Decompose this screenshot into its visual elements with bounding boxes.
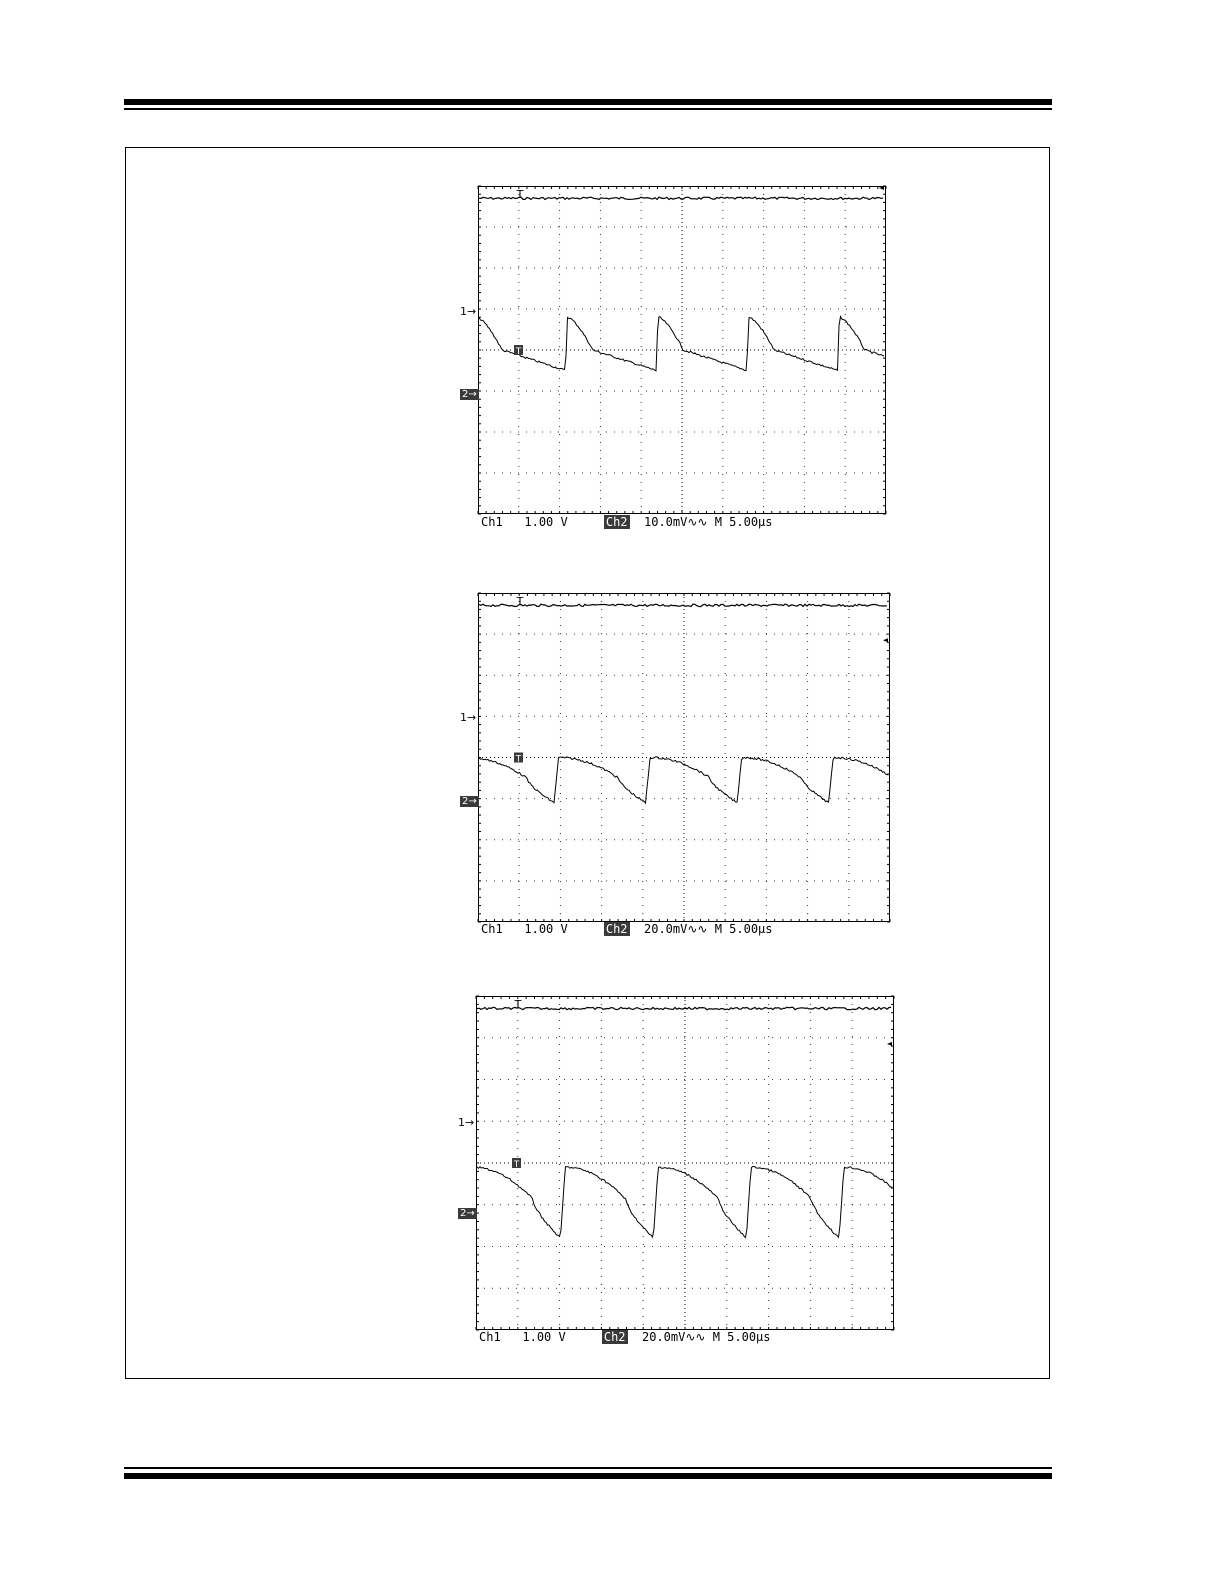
scope-plot-2 bbox=[478, 593, 890, 922]
readout-3 bbox=[479, 1330, 771, 1344]
scope-plot-3 bbox=[476, 996, 894, 1330]
ch1-scale-3: 1.00 V bbox=[522, 1330, 566, 1344]
scope-svg-2 bbox=[478, 593, 890, 922]
ch1-label-3: Ch1 bbox=[479, 1330, 501, 1344]
timebase-2: M 5.00µs bbox=[714, 922, 773, 936]
trigger-level-label: T bbox=[513, 1160, 520, 1170]
trigger-arrow-icon bbox=[883, 638, 888, 642]
trigger-level-label: T bbox=[515, 347, 522, 357]
ch1-marker-2: 1→ bbox=[460, 711, 477, 724]
ch1-trace bbox=[479, 197, 883, 199]
scope-plot-1 bbox=[478, 186, 886, 514]
footer-rule-thin bbox=[124, 1467, 1052, 1469]
ch2-scale-1: 10.0mV bbox=[644, 515, 688, 529]
ch2-marker-label-3: 2→ bbox=[460, 1208, 475, 1219]
scope-svg-1 bbox=[478, 186, 886, 514]
ch1-scale-1: 1.00 V bbox=[524, 515, 568, 529]
trigger-level-marker bbox=[512, 1158, 521, 1170]
ch2-marker-2 bbox=[460, 794, 479, 807]
ch2-marker-3 bbox=[458, 1206, 477, 1219]
ch1-scale-2: 1.00 V bbox=[524, 922, 568, 936]
ch2-trace bbox=[479, 754, 889, 803]
ch1-trace bbox=[477, 1007, 891, 1009]
trigger-level-marker bbox=[514, 753, 523, 765]
trigger-position-marker: T bbox=[516, 595, 524, 608]
ch2-trace bbox=[477, 1166, 893, 1237]
ch2-label-2: Ch2 bbox=[605, 922, 628, 936]
coupling-symbol-3: ∿∿ bbox=[685, 1330, 706, 1344]
ch2-marker-label-2: 2→ bbox=[462, 796, 477, 807]
trigger-level-marker bbox=[514, 345, 523, 357]
footer-rule-thick bbox=[124, 1473, 1052, 1479]
header-rule-thin bbox=[124, 108, 1052, 110]
ch2-scale-2: 20.0mV bbox=[644, 922, 688, 936]
header-rule-thick bbox=[124, 99, 1052, 105]
ch1-marker-3: 1→ bbox=[458, 1116, 475, 1129]
scope-svg-3 bbox=[476, 996, 894, 1330]
ch2-marker-1 bbox=[460, 387, 479, 400]
coupling-symbol-1: ∿∿ bbox=[687, 515, 708, 529]
trigger-level-label: T bbox=[515, 754, 522, 765]
trigger-arrow-icon bbox=[887, 1042, 892, 1046]
ch1-marker-1: 1→ bbox=[460, 305, 477, 318]
ch2-scale-3: 20.0mV bbox=[642, 1330, 686, 1344]
ch2-marker-label-1: 2→ bbox=[462, 389, 477, 400]
ch2-label-1: Ch2 bbox=[605, 515, 628, 529]
scope-border bbox=[477, 997, 894, 1330]
readout-2 bbox=[481, 922, 773, 936]
ch1-trace bbox=[479, 604, 887, 606]
ch1-label-1: Ch1 bbox=[481, 515, 503, 529]
trigger-position-marker: T bbox=[514, 998, 522, 1011]
ch1-label-2: Ch1 bbox=[481, 922, 503, 936]
timebase-1: M 5.00µs bbox=[714, 515, 773, 529]
readout-1 bbox=[481, 515, 773, 529]
coupling-symbol-2: ∿∿ bbox=[687, 922, 708, 936]
ch2-label-3: Ch2 bbox=[603, 1330, 626, 1344]
trigger-position-marker: T bbox=[516, 188, 524, 201]
timebase-3: M 5.00µs bbox=[712, 1330, 771, 1344]
